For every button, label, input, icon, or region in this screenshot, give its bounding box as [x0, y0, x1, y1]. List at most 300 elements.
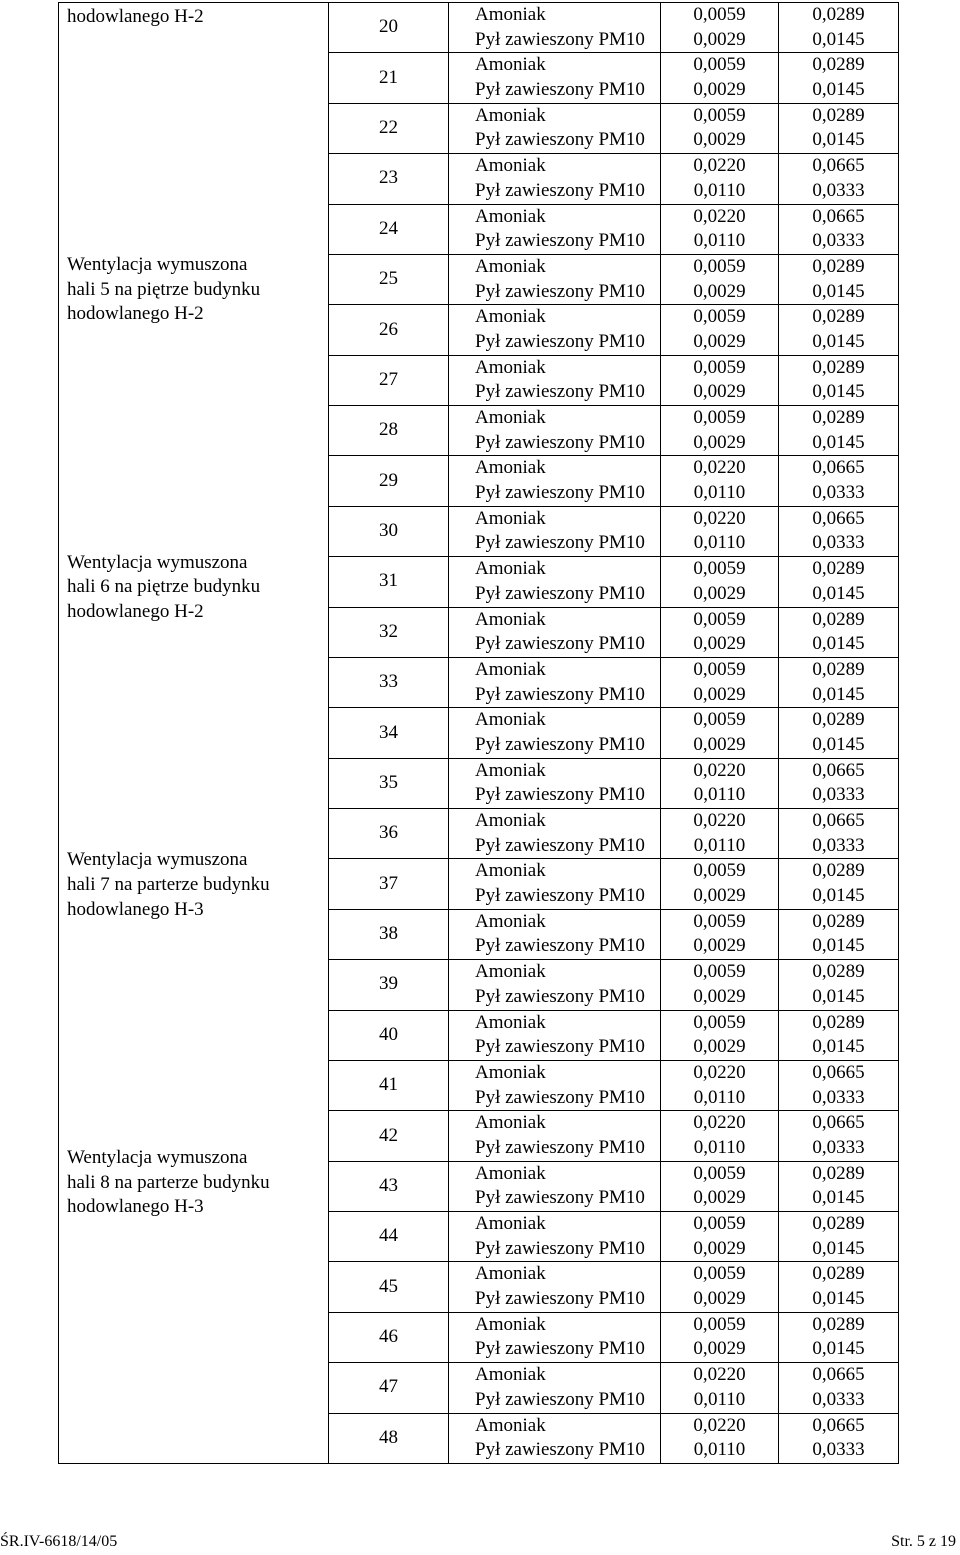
emitter-number: 22 — [329, 103, 449, 153]
substance-name: Amoniak — [475, 1263, 546, 1285]
value: 0,0029 — [693, 733, 746, 755]
substance-name: Pył zawieszony PM10 — [475, 431, 645, 453]
value: 0,0289 — [812, 1263, 865, 1285]
substance-cell — [449, 607, 661, 657]
value: 0,0059 — [693, 407, 746, 428]
value: 0,0110 — [693, 834, 746, 856]
substance-cell — [449, 657, 661, 707]
emitter-number: 23 — [329, 154, 449, 204]
value: 0,0333 — [812, 1388, 865, 1410]
emission-value-kg-h — [661, 557, 779, 607]
emitter-number: 46 — [329, 1312, 449, 1362]
value: 0,0289 — [812, 860, 865, 882]
substance-name: Pył zawieszony PM10 — [475, 1036, 645, 1058]
emitter-number: 27 — [329, 355, 449, 405]
substance-cell — [449, 809, 661, 859]
substance-name: Pył zawieszony PM10 — [475, 280, 645, 302]
value: 0,0029 — [693, 1338, 746, 1360]
emitter-number: 41 — [329, 1060, 449, 1110]
value: 0,0059 — [693, 356, 746, 378]
emission-value-kg-h — [661, 1413, 779, 1463]
substance-cell — [449, 1413, 661, 1463]
substance-name: Pył zawieszony PM10 — [475, 381, 645, 403]
value: 0,0289 — [812, 4, 865, 25]
value: 0,0029 — [693, 683, 746, 705]
value: 0,0059 — [693, 658, 746, 680]
substance-name: Amoniak — [475, 507, 546, 529]
emission-value-kg-h — [661, 406, 779, 456]
value: 0,0289 — [812, 608, 865, 630]
substance-name: Amoniak — [475, 255, 546, 277]
value: 0,0059 — [693, 1313, 746, 1335]
emitter-number: 39 — [329, 960, 449, 1010]
value: 0,0333 — [812, 834, 865, 856]
substance-name: Amoniak — [475, 810, 546, 831]
substance-name: Amoniak — [475, 1011, 546, 1033]
value: 0,0029 — [693, 79, 746, 101]
substance-name: Pył zawieszony PM10 — [475, 683, 645, 705]
emitter-number: 24 — [329, 204, 449, 254]
substance-name: Amoniak — [475, 558, 546, 580]
emission-value-mg — [779, 1413, 899, 1463]
value: 0,0665 — [812, 1061, 865, 1083]
emission-value-kg-h — [661, 1161, 779, 1211]
substance-name: Amoniak — [475, 155, 546, 177]
emitter-number: 34 — [329, 708, 449, 758]
substance-name: Pył zawieszony PM10 — [475, 1237, 645, 1259]
value: 0,0059 — [693, 910, 746, 932]
emitter-number: 36 — [329, 809, 449, 859]
value: 0,0333 — [812, 532, 865, 554]
substance-name: Amoniak — [475, 407, 546, 428]
substance-cell — [449, 1161, 661, 1211]
value: 0,0029 — [693, 633, 746, 655]
value: 0,0029 — [693, 28, 746, 50]
emitter-number: 45 — [329, 1262, 449, 1312]
value: 0,0333 — [812, 1439, 865, 1461]
value: 0,0110 — [693, 784, 746, 806]
value: 0,0145 — [812, 885, 865, 907]
emission-source-label: Wentylacja wymuszona hali 8 na parterze budynku hodowlanego H-3 — [67, 1146, 270, 1218]
substance-name: Amoniak — [475, 4, 546, 25]
substance-name: Amoniak — [475, 104, 546, 126]
emission-value-kg-h — [661, 305, 779, 355]
emission-value-kg-h — [661, 204, 779, 254]
value: 0,0665 — [812, 155, 865, 177]
value: 0,0289 — [812, 658, 865, 680]
substance-cell — [449, 960, 661, 1010]
value: 0,0059 — [693, 4, 746, 25]
emission-table — [58, 2, 899, 1464]
value: 0,0289 — [812, 306, 865, 328]
value: 0,0145 — [812, 79, 865, 101]
substance-cell — [449, 3, 661, 53]
emitter-number: 26 — [329, 305, 449, 355]
emission-value-kg-h — [661, 859, 779, 909]
value: 0,0145 — [812, 935, 865, 957]
substance-name: Pył zawieszony PM10 — [475, 1086, 645, 1108]
value: 0,0289 — [812, 558, 865, 580]
emitter-number: 21 — [329, 53, 449, 103]
value: 0,0289 — [812, 1011, 865, 1033]
emission-value-mg — [779, 456, 899, 506]
value: 0,0059 — [693, 1213, 746, 1234]
value: 0,0665 — [812, 1364, 865, 1386]
value: 0,0220 — [693, 810, 746, 831]
value: 0,0059 — [693, 1011, 746, 1033]
emission-value-kg-h — [661, 254, 779, 304]
value: 0,0110 — [693, 532, 746, 554]
substance-cell — [449, 909, 661, 959]
emission-value-mg — [779, 506, 899, 556]
value: 0,0289 — [812, 407, 865, 428]
emitter-number: 35 — [329, 758, 449, 808]
substance-name: Amoniak — [475, 860, 546, 882]
emission-value-mg — [779, 607, 899, 657]
value: 0,0145 — [812, 1237, 865, 1259]
substance-name: Pył zawieszony PM10 — [475, 1439, 645, 1461]
value: 0,0145 — [812, 28, 865, 50]
value: 0,0665 — [812, 759, 865, 781]
emission-value-mg — [779, 406, 899, 456]
substance-name: Amoniak — [475, 54, 546, 76]
substance-cell — [449, 103, 661, 153]
value: 0,0145 — [812, 129, 865, 151]
substance-name: Pył zawieszony PM10 — [475, 129, 645, 151]
value: 0,0029 — [693, 431, 746, 453]
emission-value-kg-h — [661, 657, 779, 707]
emission-value-mg — [779, 305, 899, 355]
emitter-number: 30 — [329, 506, 449, 556]
value: 0,0059 — [693, 255, 746, 277]
value: 0,0665 — [812, 507, 865, 529]
emission-value-kg-h — [661, 355, 779, 405]
emitter-number: 42 — [329, 1111, 449, 1161]
value: 0,0110 — [693, 1388, 746, 1410]
substance-cell — [449, 1111, 661, 1161]
value: 0,0059 — [693, 860, 746, 882]
emission-value-mg — [779, 809, 899, 859]
value: 0,0333 — [812, 1136, 865, 1158]
substance-name: Pył zawieszony PM10 — [475, 935, 645, 957]
emission-value-kg-h — [661, 708, 779, 758]
substance-name: Amoniak — [475, 1112, 546, 1134]
value: 0,0059 — [693, 1263, 746, 1285]
value: 0,0665 — [812, 1414, 865, 1436]
emission-value-kg-h — [661, 103, 779, 153]
substance-name: Amoniak — [475, 961, 546, 983]
value: 0,0665 — [812, 457, 865, 479]
value: 0,0110 — [693, 230, 746, 252]
value: 0,0220 — [693, 1061, 746, 1083]
emission-value-kg-h — [661, 53, 779, 103]
substance-cell — [449, 355, 661, 405]
value: 0,0059 — [693, 104, 746, 126]
value: 0,0220 — [693, 1112, 746, 1134]
substance-name: Amoniak — [475, 709, 546, 731]
emission-value-kg-h — [661, 456, 779, 506]
value: 0,0145 — [812, 1036, 865, 1058]
emission-source-label: Wentylacja wymuszona hali 7 na parterze budynku hodowlanego H-3 — [67, 849, 270, 920]
emitter-number: 33 — [329, 657, 449, 707]
emission-value-kg-h — [661, 1312, 779, 1362]
value: 0,0220 — [693, 507, 746, 529]
value: 0,0110 — [693, 179, 746, 201]
value: 0,0059 — [693, 961, 746, 983]
substance-name: Pył zawieszony PM10 — [475, 28, 645, 50]
emission-value-kg-h — [661, 1363, 779, 1413]
substance-name: Pył zawieszony PM10 — [475, 482, 645, 504]
emission-value-mg — [779, 909, 899, 959]
value: 0,0145 — [812, 683, 865, 705]
value: 0,0665 — [812, 1112, 865, 1134]
substance-name: Pył zawieszony PM10 — [475, 1187, 645, 1209]
emission-value-mg — [779, 3, 899, 53]
substance-name: Pył zawieszony PM10 — [475, 1388, 645, 1410]
value: 0,0289 — [812, 961, 865, 983]
substance-cell — [449, 1060, 661, 1110]
substance-cell — [449, 506, 661, 556]
emission-value-mg — [779, 1161, 899, 1211]
substance-name: Amoniak — [475, 759, 546, 781]
value: 0,0059 — [693, 306, 746, 328]
substance-name: Amoniak — [475, 1061, 546, 1083]
value: 0,0029 — [693, 1036, 746, 1058]
emission-value-kg-h — [661, 1010, 779, 1060]
emitter-number: 47 — [329, 1363, 449, 1413]
value: 0,0029 — [693, 280, 746, 302]
value: 0,0220 — [693, 1414, 746, 1436]
value: 0,0220 — [693, 759, 746, 781]
emission-value-kg-h — [661, 506, 779, 556]
page-number: Str. 5 z 19 — [891, 1533, 956, 1550]
value: 0,0145 — [812, 733, 865, 755]
substance-name: Pył zawieszony PM10 — [475, 885, 645, 907]
substance-cell — [449, 708, 661, 758]
substance-name: Amoniak — [475, 658, 546, 680]
emission-value-mg — [779, 1312, 899, 1362]
value: 0,0145 — [812, 582, 865, 604]
value: 0,0333 — [812, 482, 865, 504]
value: 0,0289 — [812, 1313, 865, 1335]
emitter-number: 29 — [329, 456, 449, 506]
emission-source-label: Wentylacja wymuszona hali 5 na piętrze budynku hodowlanego H-2 — [67, 254, 261, 325]
substance-name: Pył zawieszony PM10 — [475, 1288, 645, 1310]
substance-name: Pył zawieszony PM10 — [475, 1136, 645, 1158]
emitter-number: 32 — [329, 607, 449, 657]
substance-name: Amoniak — [475, 608, 546, 630]
document-reference: ŚR.IV-6618/14/05 — [0, 1533, 118, 1550]
value: 0,0059 — [693, 709, 746, 731]
emission-value-mg — [779, 1060, 899, 1110]
substance-name: Pył zawieszony PM10 — [475, 784, 645, 806]
value: 0,0333 — [812, 179, 865, 201]
value: 0,0289 — [812, 54, 865, 76]
emission-value-kg-h — [661, 1212, 779, 1262]
value: 0,0665 — [812, 810, 865, 831]
substance-name: Amoniak — [475, 910, 546, 932]
emitter-number: 20 — [329, 3, 449, 53]
emitter-number: 28 — [329, 406, 449, 456]
table-row — [59, 3, 899, 53]
emitter-number: 31 — [329, 557, 449, 607]
emission-source-label: hodowlanego H-2 — [67, 6, 204, 27]
substance-cell — [449, 1363, 661, 1413]
value: 0,0110 — [693, 482, 746, 504]
emission-value-mg — [779, 254, 899, 304]
substance-cell — [449, 758, 661, 808]
emission-value-mg — [779, 708, 899, 758]
substance-name: Pył zawieszony PM10 — [475, 633, 645, 655]
substance-cell — [449, 254, 661, 304]
substance-name: Amoniak — [475, 1414, 546, 1436]
value: 0,0059 — [693, 54, 746, 76]
emission-value-mg — [779, 154, 899, 204]
value: 0,0110 — [693, 1136, 746, 1158]
value: 0,0333 — [812, 1086, 865, 1108]
substance-name: Amoniak — [475, 306, 546, 328]
substance-name: Amoniak — [475, 1162, 546, 1184]
value: 0,0333 — [812, 230, 865, 252]
substance-name: Pył zawieszony PM10 — [475, 330, 645, 352]
substance-name: Amoniak — [475, 205, 546, 227]
substance-cell — [449, 305, 661, 355]
emission-value-mg — [779, 355, 899, 405]
value: 0,0110 — [693, 1086, 746, 1108]
value: 0,0145 — [812, 633, 865, 655]
value: 0,0665 — [812, 205, 865, 227]
emission-value-mg — [779, 557, 899, 607]
value: 0,0145 — [812, 985, 865, 1007]
substance-cell — [449, 557, 661, 607]
emission-value-kg-h — [661, 960, 779, 1010]
substance-cell — [449, 204, 661, 254]
value: 0,0145 — [812, 381, 865, 403]
value: 0,0029 — [693, 1288, 746, 1310]
emission-value-mg — [779, 204, 899, 254]
substance-cell — [449, 406, 661, 456]
substance-name: Pył zawieszony PM10 — [475, 1338, 645, 1360]
value: 0,0029 — [693, 885, 746, 907]
value: 0,0220 — [693, 1364, 746, 1386]
emission-value-mg — [779, 1262, 899, 1312]
value: 0,0029 — [693, 129, 746, 151]
emission-value-kg-h — [661, 1111, 779, 1161]
emission-value-mg — [779, 1363, 899, 1413]
emission-value-mg — [779, 1010, 899, 1060]
emission-value-kg-h — [661, 809, 779, 859]
emission-value-mg — [779, 960, 899, 1010]
substance-name: Pył zawieszony PM10 — [475, 230, 645, 252]
value: 0,0059 — [693, 608, 746, 630]
value: 0,0289 — [812, 1162, 865, 1184]
substance-cell — [449, 859, 661, 909]
substance-name: Pył zawieszony PM10 — [475, 79, 645, 101]
emission-value-kg-h — [661, 1060, 779, 1110]
value: 0,0289 — [812, 255, 865, 277]
value: 0,0029 — [693, 330, 746, 352]
emission-value-kg-h — [661, 1262, 779, 1312]
substance-cell — [449, 154, 661, 204]
value: 0,0289 — [812, 1213, 865, 1234]
value: 0,0145 — [812, 431, 865, 453]
substance-name: Amoniak — [475, 1313, 546, 1335]
source-column — [59, 3, 329, 1464]
substance-name: Pył zawieszony PM10 — [475, 834, 645, 856]
value: 0,0289 — [812, 709, 865, 731]
value: 0,0029 — [693, 381, 746, 403]
emission-value-mg — [779, 53, 899, 103]
substance-cell — [449, 1262, 661, 1312]
emitter-number: 37 — [329, 859, 449, 909]
value: 0,0029 — [693, 985, 746, 1007]
emission-value-kg-h — [661, 758, 779, 808]
emitter-number: 44 — [329, 1212, 449, 1262]
emitter-number: 38 — [329, 909, 449, 959]
substance-name: Pył zawieszony PM10 — [475, 582, 645, 604]
value: 0,0220 — [693, 155, 746, 177]
value: 0,0029 — [693, 582, 746, 604]
value: 0,0145 — [812, 1187, 865, 1209]
substance-name: Pył zawieszony PM10 — [475, 532, 645, 554]
substance-name: Amoniak — [475, 356, 546, 378]
substance-cell — [449, 53, 661, 103]
value: 0,0289 — [812, 356, 865, 378]
emitter-number: 48 — [329, 1413, 449, 1463]
value: 0,0220 — [693, 457, 746, 479]
substance-cell — [449, 1010, 661, 1060]
emitter-number: 43 — [329, 1161, 449, 1211]
emission-value-kg-h — [661, 154, 779, 204]
value: 0,0029 — [693, 1237, 746, 1259]
emission-value-mg — [779, 1111, 899, 1161]
substance-name: Pył zawieszony PM10 — [475, 985, 645, 1007]
value: 0,0029 — [693, 935, 746, 957]
substance-name: Amoniak — [475, 1213, 546, 1234]
substance-name: Pył zawieszony PM10 — [475, 733, 645, 755]
value: 0,0145 — [812, 1288, 865, 1310]
substance-name: Amoniak — [475, 457, 546, 479]
value: 0,0220 — [693, 205, 746, 227]
emission-value-mg — [779, 103, 899, 153]
emission-value-kg-h — [661, 3, 779, 53]
emission-value-mg — [779, 1212, 899, 1262]
value: 0,0059 — [693, 558, 746, 580]
value: 0,0029 — [693, 1187, 746, 1209]
emission-value-kg-h — [661, 909, 779, 959]
emission-value-mg — [779, 758, 899, 808]
value: 0,0145 — [812, 280, 865, 302]
emitter-number: 25 — [329, 254, 449, 304]
substance-name: Amoniak — [475, 1364, 546, 1386]
value: 0,0289 — [812, 104, 865, 126]
substance-cell — [449, 1212, 661, 1262]
emission-value-mg — [779, 859, 899, 909]
value: 0,0110 — [693, 1439, 746, 1461]
value: 0,0059 — [693, 1162, 746, 1184]
substance-name: Pył zawieszony PM10 — [475, 179, 645, 201]
emission-source-label: Wentylacja wymuszona hali 6 na piętrze budynku hodowlanego H-2 — [67, 551, 261, 622]
emitter-number: 40 — [329, 1010, 449, 1060]
substance-cell — [449, 456, 661, 506]
value: 0,0145 — [812, 330, 865, 352]
value: 0,0145 — [812, 1338, 865, 1360]
emission-value-mg — [779, 657, 899, 707]
value: 0,0289 — [812, 910, 865, 932]
substance-cell — [449, 1312, 661, 1362]
value: 0,0333 — [812, 784, 865, 806]
emission-value-kg-h — [661, 607, 779, 657]
